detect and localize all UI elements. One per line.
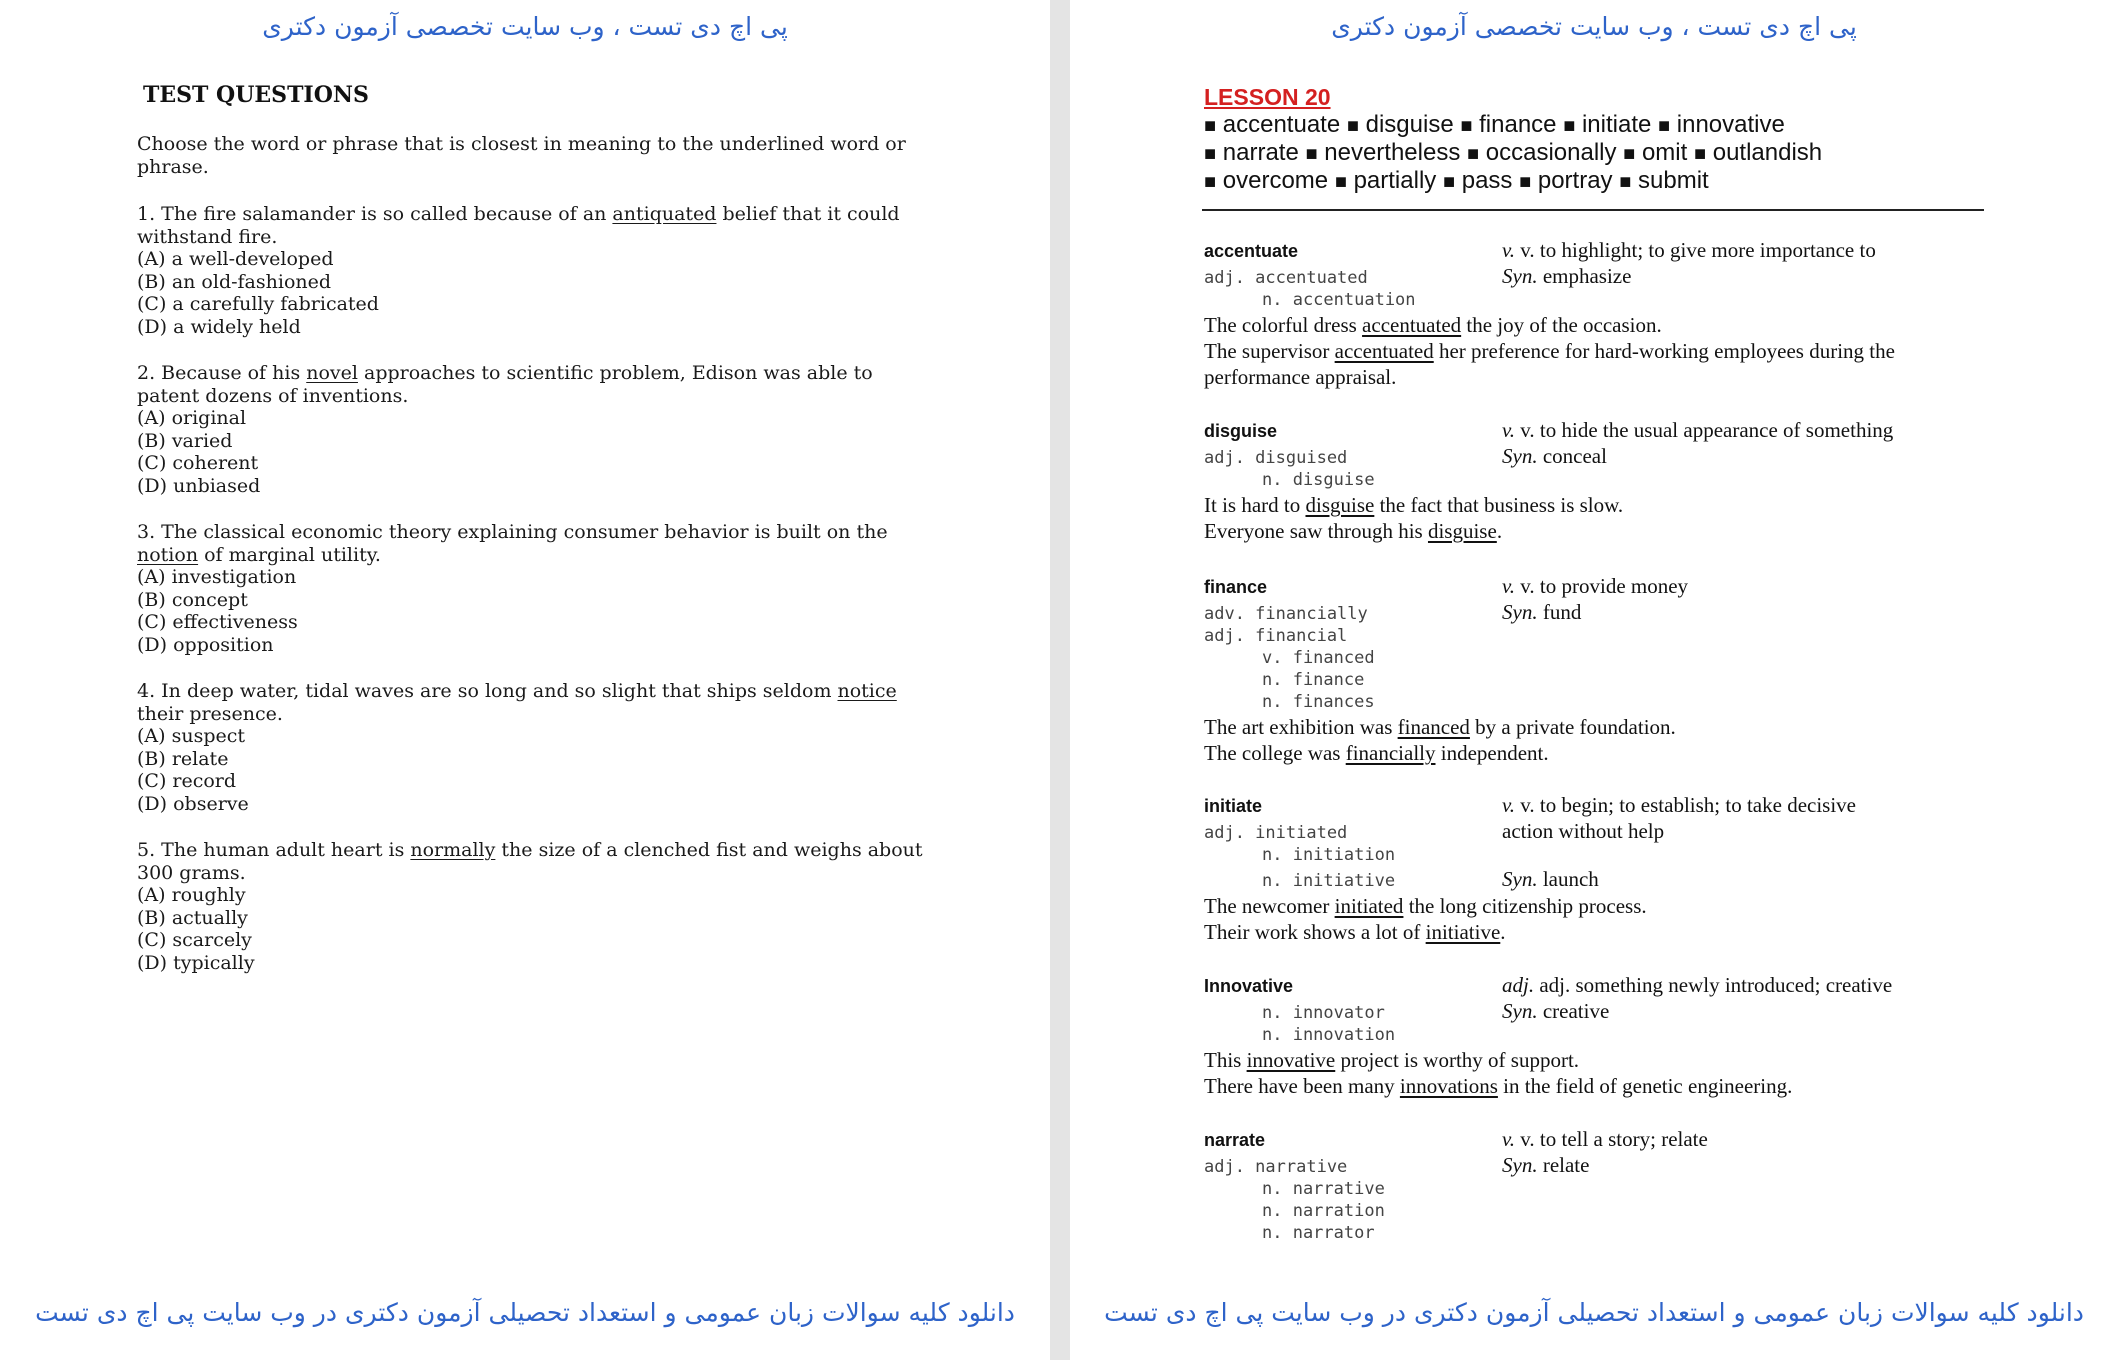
headword: Innovative [1204, 976, 1294, 996]
divider [1202, 209, 1984, 211]
word-form: n. disguise [1262, 470, 1375, 490]
definition-continued: action without help [1502, 819, 1665, 843]
word-form: n. accentuation [1262, 290, 1416, 310]
option-d: (D) typically [137, 951, 255, 974]
word-form: adj. financial [1204, 626, 1348, 646]
square-bullet-icon: ■ [1623, 143, 1636, 165]
synonym: Syn. creative [1502, 999, 1610, 1023]
right-page [1070, 0, 2118, 1360]
option-a: (A) roughly [137, 884, 246, 907]
example-sentence: The colorful dress accentuated the joy of the occasion. [1204, 313, 1662, 337]
option-d: (D) a widely held [137, 315, 301, 338]
word-form: n. innovator [1262, 1003, 1385, 1023]
example-sentence: Their work shows a lot of initiative. [1204, 920, 1506, 944]
example-sentence: This innovative project is worthy of support. [1204, 1048, 1580, 1072]
word-form: n. finances [1262, 692, 1375, 712]
square-bullet-icon: ■ [1467, 143, 1480, 165]
option-c: (C) coherent [137, 452, 259, 475]
word-list-line-3: ■ overcome ■ partially ■ pass ■ portray ■ submit [1204, 167, 1709, 194]
square-bullet-icon: ■ [1334, 171, 1347, 193]
word-form: n. initiative [1262, 871, 1396, 891]
word-form: adj. disguised [1204, 448, 1348, 468]
underlined-word: notion [137, 543, 199, 566]
square-bullet-icon: ■ [1204, 115, 1217, 137]
option-d: (D) opposition [137, 633, 274, 656]
definition: adj. adj. something newly introduced; creative [1502, 973, 1893, 997]
headword: finance [1204, 577, 1268, 597]
page-header: پی اچ دی تست ، وب سایت تخصصی آزمون دکتری [262, 12, 788, 41]
instructions: Choose the word or phrase that is closest in meaning to the underlined word or phrase. [137, 133, 906, 178]
word-form: n. narration [1262, 1201, 1385, 1221]
synonym: Syn. emphasize [1502, 264, 1632, 288]
word-form: n. narrator [1262, 1223, 1375, 1243]
example-sentence: The newcomer initiated the long citizenship process. [1204, 894, 1647, 918]
synonym: Syn. launch [1502, 867, 1599, 891]
square-bullet-icon: ■ [1519, 171, 1532, 193]
headword: narrate [1204, 1130, 1266, 1150]
word-form: adj. initiated [1204, 823, 1348, 843]
option-a: (A) a well-developed [137, 248, 334, 271]
square-bullet-icon: ■ [1563, 115, 1576, 137]
square-bullet-icon: ■ [1619, 171, 1632, 193]
option-b: (B) an old-fashioned [137, 270, 332, 293]
headword: initiate [1204, 796, 1263, 816]
synonym: Syn. relate [1502, 1153, 1590, 1177]
synonym: Syn. conceal [1502, 444, 1607, 468]
word-form: n. narrative [1262, 1179, 1385, 1199]
headword: accentuate [1204, 241, 1299, 261]
option-a: (A) original [137, 407, 247, 430]
word-form: adj. accentuated [1204, 268, 1368, 288]
page-footer: دانلود کلیه سوالات زبان عمومی و استعداد تحصیلی آزمون دکتری در وب سایت پی اچ دی تست [35, 1298, 1015, 1327]
example-sentence: The art exhibition was financed by a private foundation. [1204, 715, 1676, 739]
square-bullet-icon: ■ [1460, 115, 1473, 137]
underlined-word: normally [410, 839, 496, 861]
question-5: 5. The human adult heart is normally the size of a clenched fist and weighs about 300 grams. (A) roughly (B) actually (C) scarcely (D) typically [137, 839, 937, 975]
question-2: 2. Because of his novel approaches to scientific problem, Edison was able to patent dozens of inventions. (A) original (B) varied (C) coherent (D) unbiased [137, 362, 937, 498]
option-d: (D) unbiased [137, 474, 261, 497]
word-form: n. finance [1262, 670, 1365, 690]
option-b: (B) varied [137, 429, 233, 452]
option-b: (B) concept [137, 588, 248, 611]
option-a: (A) investigation [137, 566, 297, 589]
synonym: Syn. fund [1502, 600, 1582, 624]
definition: v. v. to hide the usual appearance of something [1502, 418, 1894, 442]
question-3: 3. The classical economic theory explaining consumer behavior is built on the notion of marginal utility. (A) investigation (B) concept (C) effectiveness (D) opposition [137, 521, 937, 657]
option-c: (C) scarcely [137, 929, 252, 952]
page-header: پی اچ دی تست ، وب سایت تخصصی آزمون دکتری [1331, 12, 1857, 41]
lesson-title: LESSON 20 [1204, 84, 1331, 110]
option-c: (C) record [137, 770, 237, 793]
word-form: v. financed [1262, 648, 1375, 668]
page-footer: دانلود کلیه سوالات زبان عمومی و استعداد تحصیلی آزمون دکتری در وب سایت پی اچ دی تست [1104, 1298, 2084, 1327]
option-c: (C) a carefully fabricated [137, 293, 379, 316]
option-c: (C) effectiveness [137, 611, 298, 634]
word-form: adj. narrative [1204, 1157, 1348, 1177]
square-bullet-icon: ■ [1204, 171, 1217, 193]
example-sentence: It is hard to disguise the fact that business is slow. [1204, 493, 1624, 517]
option-b: (B) relate [137, 747, 229, 770]
square-bullet-icon: ■ [1204, 143, 1217, 165]
underlined-word: novel [306, 362, 358, 384]
word-form: n. initiation [1262, 845, 1396, 865]
option-d: (D) observe [137, 792, 249, 815]
example-sentence: The college was financially independent. [1204, 741, 1549, 765]
square-bullet-icon: ■ [1305, 143, 1318, 165]
example-sentence: There have been many innovations in the field of genetic engineering. [1204, 1074, 1793, 1098]
left-page [0, 0, 1050, 1360]
section-title: TEST QUESTIONS [143, 82, 369, 108]
square-bullet-icon: ■ [1658, 115, 1671, 137]
underlined-word: notice [837, 680, 897, 702]
word-list-line-1: ■ accentuate ■ disguise ■ finance ■ initiate ■ innovative [1204, 111, 1785, 138]
word-form: n. innovation [1262, 1025, 1396, 1045]
option-a: (A) suspect [137, 725, 246, 748]
underlined-word: antiquated [612, 203, 717, 225]
word-form: adv. financially [1204, 604, 1368, 624]
square-bullet-icon: ■ [1442, 171, 1456, 193]
square-bullet-icon: ■ [1693, 143, 1707, 165]
definition: v. v. to provide money [1502, 574, 1689, 598]
question-1: 1. The fire salamander is so called because of an antiquated belief that it could withstand fire. (A) a well-developed (B) an old-fashioned (C) a carefully fabricated (D) a widely held [137, 203, 937, 339]
definition: v. v. to begin; to establish; to take decisive [1502, 793, 1856, 817]
example-sentence: The supervisor accentuated her preference for hard-working employees during the performance appraisal. [1204, 339, 1895, 389]
word-list-line-2: ■ narrate ■ nevertheless ■ occasionally ■ omit ■ outlandish [1204, 139, 1823, 166]
question-4: 4. In deep water, tidal waves are so long and so slight that ships seldom notice their presence. (A) suspect (B) relate (C) record (D) observe [137, 680, 937, 816]
option-b: (B) actually [137, 906, 248, 929]
definition: v. v. to tell a story; relate [1502, 1127, 1708, 1151]
example-sentence: Everyone saw through his disguise. [1204, 519, 1503, 543]
definition: v. v. to highlight; to give more importance to [1502, 238, 1876, 262]
square-bullet-icon: ■ [1346, 115, 1359, 137]
headword: disguise [1204, 421, 1278, 441]
